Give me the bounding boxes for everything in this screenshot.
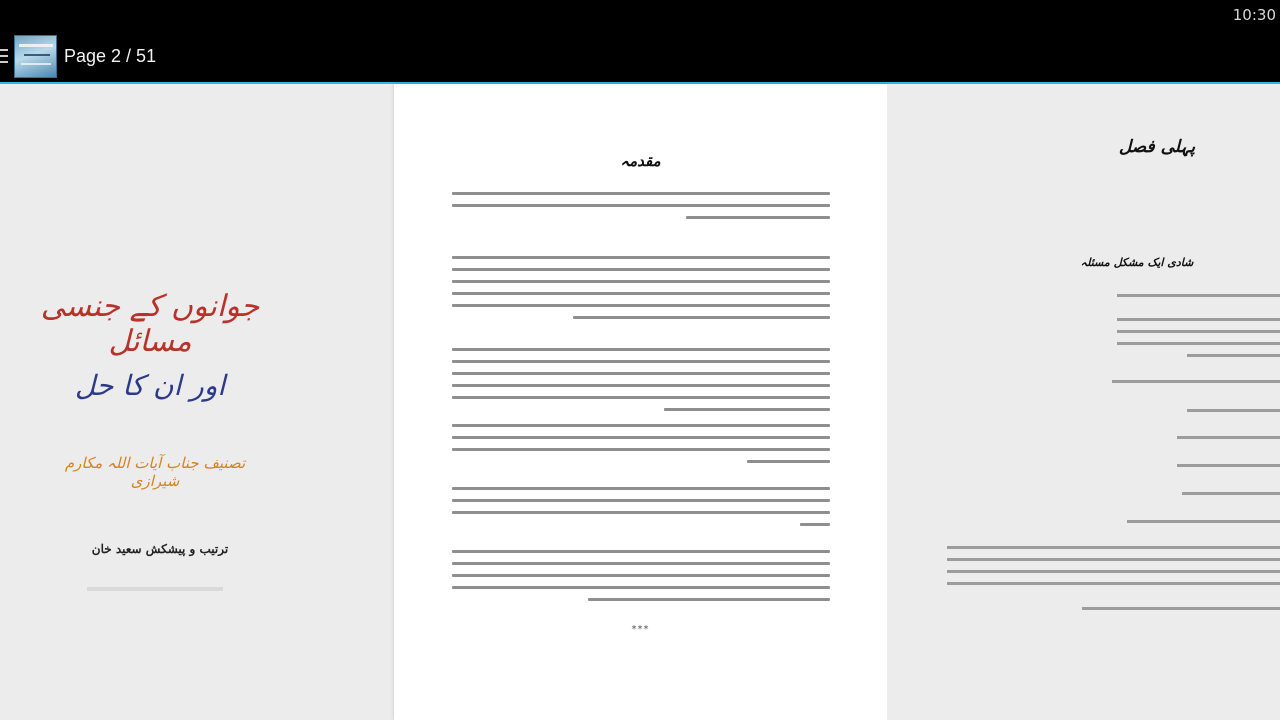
chapter-subheading: شادی ایک مشکل مسئلہ: [1080, 256, 1194, 269]
document-viewer[interactable]: [0, 84, 1280, 720]
paragraph-4: [452, 424, 830, 472]
cover-subtitle: اور ان کا حل: [74, 369, 226, 402]
cover-title: جوانوں کے جنسی مسائل: [40, 289, 260, 359]
text-line: [1117, 330, 1280, 333]
text-line: [1117, 342, 1280, 345]
cover-author: تصنیف جناب آیات اللہ مکارم شیرازی: [64, 454, 246, 490]
menu-icon[interactable]: [0, 49, 8, 63]
text-line: [947, 582, 1280, 585]
text-line: [1112, 380, 1280, 383]
cover-compiler: ترتیب و پیشکش سعید خان: [91, 542, 229, 556]
text-line: [1177, 436, 1280, 439]
page-cover[interactable]: [0, 84, 394, 720]
introduction-heading: مقدمہ: [620, 152, 661, 170]
text-line: [947, 558, 1280, 561]
text-line: [1117, 318, 1280, 321]
page-introduction[interactable]: [394, 84, 887, 720]
action-bar: [0, 30, 1280, 82]
text-line: [1187, 409, 1280, 412]
text-line: [1117, 294, 1280, 297]
text-line: [1187, 354, 1280, 357]
text-line: [947, 546, 1280, 549]
chapter-heading: پہلی فصل: [1118, 137, 1196, 157]
faded-text: [70, 584, 240, 598]
paragraph-2: [452, 256, 830, 328]
clock: 10:30: [1232, 6, 1276, 24]
status-bar: [0, 0, 1280, 30]
text-line: [1127, 520, 1280, 523]
text-line: [1182, 492, 1280, 495]
text-line: [1177, 464, 1280, 467]
paragraph-1: [452, 192, 830, 228]
paragraph-6: [452, 550, 830, 610]
page-first-chapter[interactable]: [887, 84, 1280, 720]
book-cover-thumbnail[interactable]: [14, 35, 57, 78]
end-marker: ***: [631, 624, 650, 635]
text-line: [947, 570, 1280, 573]
page-indicator: Page 2 / 51: [64, 46, 157, 66]
paragraph-3: [452, 348, 830, 420]
text-line: [1082, 607, 1280, 610]
paragraph-5: [452, 487, 830, 535]
